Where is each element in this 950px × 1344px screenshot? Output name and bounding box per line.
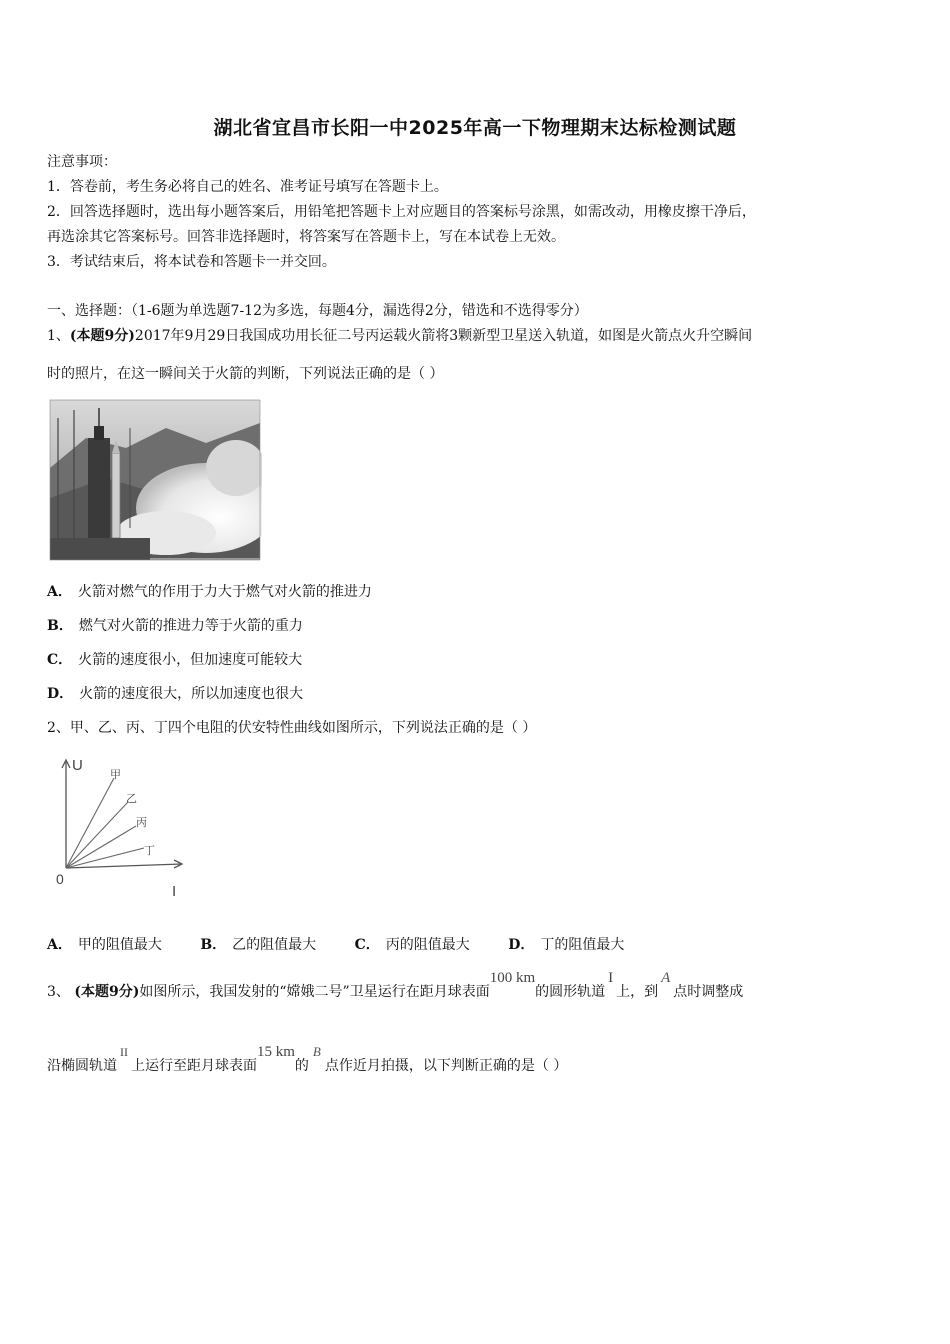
question-3-text-1: 如图所示，我国发射的“嫦娥二号”卫星运行在距月球表面: [139, 984, 490, 1000]
notice-item-3: 3．考试结束后，将本试卷和答题卡一并交回。: [47, 254, 336, 270]
notice-heading: 注意事项：: [47, 154, 117, 170]
line-ding: [66, 848, 144, 868]
line-bing: [66, 826, 136, 868]
math-point-a: A: [661, 970, 671, 986]
question-3-text-2: 的圆形轨道: [535, 984, 606, 1000]
question-2-option-c[interactable]: [355, 934, 470, 954]
option-label: B．: [200, 937, 227, 953]
question-3-line-1: [47, 970, 744, 1002]
question-1-option-c[interactable]: [47, 650, 302, 670]
page-title: 湖北省宜昌市长阳一中2025年高一下物理期末达标检测试题: [213, 117, 737, 139]
notice-item-2-cont: 再选涂其它答案标号。回答非选择题时，将答案写在答题卡上，写在本试卷上无效。: [47, 229, 565, 245]
label-ding: 丁: [144, 844, 155, 857]
question-3-score: (本题9分): [74, 984, 140, 1000]
question-3-text-6: 上运行至距月球表面: [131, 1058, 257, 1074]
u-axis-label: U: [72, 757, 83, 774]
option-label: C．: [354, 937, 380, 953]
option-text: 甲的阻值最大: [77, 937, 162, 953]
question-1-option-d[interactable]: [47, 684, 303, 704]
question-2-options: [47, 934, 658, 954]
option-text: 火箭的速度很大，所以加速度也很大: [79, 686, 304, 702]
notice-item-2: 2．回答选择题时，选出每小题答案后，用铅笔把答题卡上对应题目的答案标号涂黑，如需改动，用橡皮擦干净后，: [47, 204, 756, 220]
option-text: 丁的阻值最大: [540, 937, 625, 953]
rocket-launch-photo: [46, 398, 262, 562]
question-1-line-2: 时的照片，在这一瞬间关于火箭的判断，下列说法正确的是（ ）: [47, 366, 444, 382]
math-100km: 100 km: [489, 970, 536, 986]
option-text: 乙的阻值最大: [232, 937, 317, 953]
question-3-line-2: [47, 1044, 568, 1076]
section-heading: 一、选择题：（1-6题为单选题7-12为多选，每题4分，漏选得2分，错选和不选得零分）: [47, 303, 588, 319]
line-jia: [66, 778, 114, 868]
option-text: 火箭的速度很小，但加速度可能较大: [78, 652, 303, 668]
origin-label: 0: [56, 871, 64, 887]
question-2-option-b[interactable]: [200, 934, 316, 954]
question-2-option-d[interactable]: [508, 934, 624, 954]
option-label: C．: [47, 652, 73, 668]
math-15km: 15 km: [257, 1044, 295, 1060]
option-text: 火箭对燃气的作用于力大于燃气对火箭的推进力: [77, 584, 372, 600]
question-3-text-8: 点作近月拍摄，以下判断正确的是（ ）: [324, 1058, 568, 1074]
question-1-text: 2017年9月29日我国成功用长征二号丙运载火箭将3颗新型卫星送入轨道，如图是火箭点火升空瞬间: [134, 328, 753, 344]
i-axis: [66, 864, 182, 868]
question-3-text-3: 上，到: [616, 984, 659, 1000]
iv-characteristic-graph: [52, 756, 192, 904]
option-text: 丙的阻值最大: [385, 937, 470, 953]
label-yi: 乙: [126, 792, 137, 805]
question-3-text-7: 的: [294, 1058, 309, 1074]
label-bing: 丙: [136, 816, 147, 829]
line-yi: [66, 802, 128, 868]
i-axis-label: I: [172, 883, 177, 900]
question-2-text: 2、甲、乙、丙、丁四个电阻的伏安特性曲线如图所示，下列说法正确的是（ ）: [47, 720, 537, 736]
math-point-b: B: [312, 1044, 321, 1059]
option-label: B．: [47, 618, 73, 634]
option-label: A．: [47, 937, 72, 953]
option-text: 燃气对火箭的推进力等于火箭的重力: [78, 618, 303, 634]
math-orbit-1: I: [608, 970, 614, 986]
option-label: D．: [508, 937, 535, 953]
question-3-number: 3、: [47, 984, 70, 1000]
question-3-text-4: 点时调整成: [673, 984, 744, 1000]
question-1-number: 1、: [47, 328, 70, 344]
option-label: A．: [47, 584, 72, 600]
notice-item-1: 1．答卷前，考生务必将自己的姓名、准考证号填写在答题卡上。: [47, 179, 448, 195]
label-jia: 甲: [110, 768, 121, 781]
question-3-text-5: 沿椭圆轨道: [47, 1058, 117, 1074]
option-label: D．: [47, 686, 74, 702]
question-1-option-b[interactable]: [47, 616, 303, 636]
question-1-line-1: [47, 326, 752, 346]
question-1-score: (本题9分): [69, 328, 135, 344]
math-orbit-2: II: [120, 1045, 128, 1059]
question-2-option-a[interactable]: [47, 934, 162, 954]
question-1-option-a[interactable]: [47, 582, 372, 602]
